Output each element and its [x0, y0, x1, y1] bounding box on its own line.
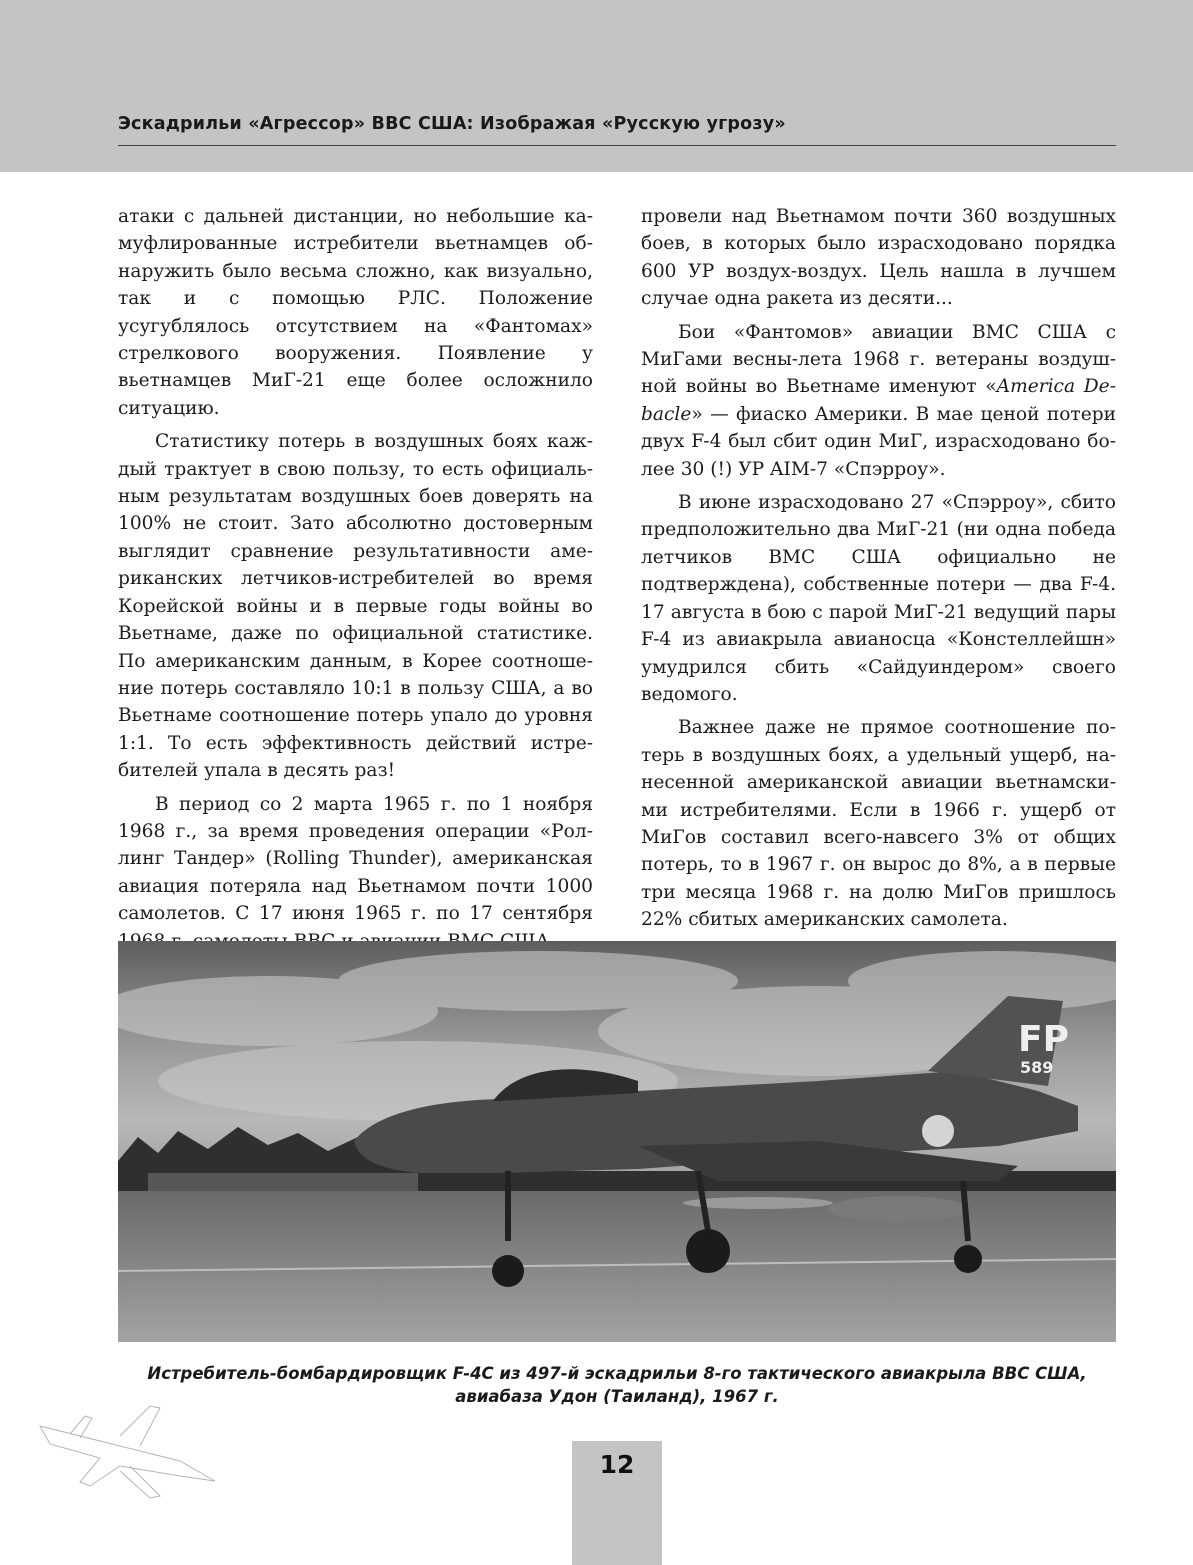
paragraph: В период со 2 марта 1965 г. по 1 ноября 1968 г., за время проведения операции «Роллинг Тандер» (Rolling Thunder), американская авиация потеряла над Вьетнамом почти 1000 самолетов. С 17 июня 1965 г. по 17 сентября [118, 793, 593, 925]
tail-serial: 589 [1020, 1058, 1054, 1077]
main-wheel [954, 1245, 982, 1273]
paragraph: Статистику потерь в воздушных боях каждый трактует в свою пользу, то есть официальным результатам воздушных боев доверять на 100% не стоит. Зато абсолютно достоверным выглядит сравнение результативности американских летчиков-истребителей во время Корейской войны и в первые годы войны во Вьетнаме, даже по официальной статистике. По американским данным, в Корее соотношение потерь составляло 10:1 в пользу США, а во Вьетнаме соотношение потерь упало до уровня 1:1. То есть эффективность действий истребителей упала в десять раз! [118, 431, 593, 782]
fuel-tank [828, 1196, 968, 1222]
paragraph: атаки с дальней дистанции, но небольшие камуфлированные истребители вьетнамцев обнаружить было весьма сложно, как визуально, так и с помощью РЛС. Положение усугублялось отсутствием на «Фантомах» стрелкового вооружения. Появление у вьетнамцев МиГ-21 еще более осложнило ситуацию. [118, 206, 593, 419]
aircraft-sketch-icon [30, 1386, 220, 1506]
left-text-column [118, 203, 593, 955]
running-title: Эскадрильи «Агрессор» ВВС США: Изображая «Русскую угрозу» [118, 114, 786, 134]
paragraph: Важнее даже не прямое соотношение потерь в воздушных боях, а удельный ущерб, нанесенной американской авиации вьетнамскими истребителями. Если в 1966 г. ущерб от МиГов составил всего-навсего 3% от общих потерь, то в 1967 г. он вырос до 8%, а в первые три месяца 1968 г. на долю МиГов пришлось 22% сбитых американских самолета. [641, 717, 1116, 931]
photo-caption [118, 1362, 1116, 1408]
aircraft-photo [118, 941, 1116, 1342]
paragraph: провели над Вьетнамом почти 360 воздушных боев, в которых было израсходовано порядка 600 УР воздух-воздух. Цель нашла в лучшем случае одна ракета из десяти... [641, 206, 1116, 310]
text-run: Бои «Фантомов» авиации ВМС США с МиГами весны-лета 1968 г. ветераны воздушной войны во Вьетнаме именуют « [641, 321, 1116, 398]
roundel [922, 1115, 954, 1147]
italic-term: America Debacle [641, 376, 1116, 425]
main-wheel [686, 1229, 730, 1273]
page-number: 12 [599, 1450, 635, 1479]
paragraph: В июне израсходовано 27 «Спэрроу», сбито предположительно два МиГ-21 (ни одна победа летчиков ВМС США официально не подтверждена), собственные потери — два F-4. 17 августа в бою с парой МиГ-21 ведущий пары F-4 из авиакрыла авианосца «Констеллейшн» умудрился сбить «Сайдуиндером» своего ведомого. [641, 492, 1116, 705]
header-rule [118, 145, 1116, 146]
header-band [0, 0, 1193, 172]
right-text-column [641, 203, 1116, 934]
text-run: » — фиаско Америки. В мае ценой потери двух F-4 был сбит один МиГ, израсходовано более 30 (!) УР AIM-7 «Спэрроу». [641, 403, 1116, 480]
paragraph [641, 319, 1116, 483]
nose-wheel [492, 1255, 524, 1287]
caption-line: Истребитель-бомбардировщик F-4C из 497-й эскадрильи 8-го тактического авиакрыла ВВС США, [147, 1364, 1087, 1383]
caption-line: авиабаза Удон (Таиланд), 1967 г. [455, 1387, 779, 1406]
tail-code: FP [1018, 1019, 1069, 1060]
